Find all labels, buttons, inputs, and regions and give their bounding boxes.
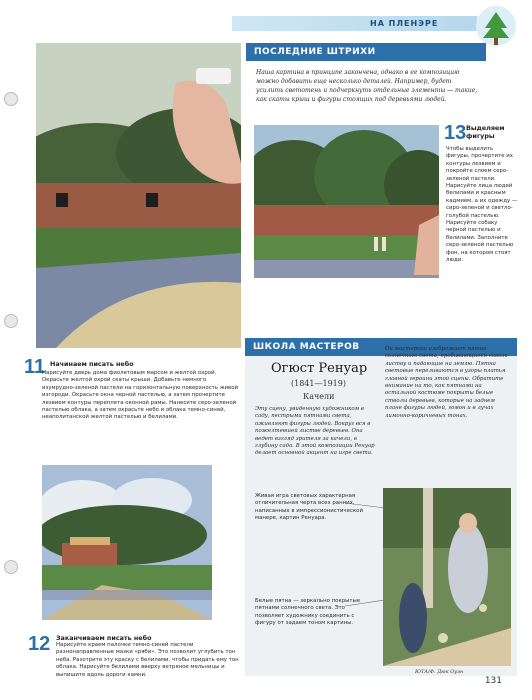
intro-paragraph: Наша картина в принципе закончена, однако в ее композицию можно добавить еще несколько деталей. Например, будет усилить светотень и подчеркнуть отдельные элементы — такие, как скаты крыш и фигуры стоящих под деревьями людей.	[256, 69, 478, 103]
step11-number: 11	[24, 356, 46, 378]
tree-logo-icon	[474, 4, 518, 48]
binder-hole	[4, 314, 18, 328]
section-title-bar: ПОСЛЕДНИЕ ШТРИХИ	[246, 43, 486, 61]
step12-title: Заканчиваем писать небо	[56, 634, 152, 642]
caption-leader-lines	[345, 488, 385, 628]
painting-step13-figures	[254, 125, 439, 278]
step12-text: Нарисуйте краем палочки темно-синей пастели разнонаправленные мазки «ряби». Это позволит углубить тон неба. Разотрите эту краску с белилами, чтобы придать ему тон облака. Нарисуйте белилами вверху ветряное мельницы и выпишите вдоль дороги камни.	[56, 642, 239, 678]
step11-title: Начинаем писать небо	[50, 360, 134, 368]
school-caption-1: Живая игра световых характерная отличительная черта всех ранних, написанных в импрессионистической манере, картин Ренуара.	[255, 493, 363, 522]
painting-step12-sky	[42, 465, 212, 620]
school-col2-text: Он мастерски изображает пятна солнечного света, пробивающиеся сквозь листву и падающие на землю. Пятна световые переливаются в узоры платья главной героини этой сцены. Обратите внимание на то, как пятнами на остальной костюме покрыты белые стволы деревьев, которые на заднем плане фигуры людей, гомон и в лучах лимонно-коричневых тонах.	[385, 346, 508, 419]
header-band	[232, 16, 477, 31]
artist-years: (1841—1919)	[291, 379, 346, 388]
binder-hole	[4, 92, 18, 106]
work-title: Качели	[303, 392, 335, 401]
step12-number: 12	[28, 633, 51, 655]
image-credit: ЮТА/Ф. Дюк Оуэн	[415, 669, 464, 675]
painting-step11-in-progress	[36, 43, 241, 348]
school-col1-text: Эту сцену, увиденную художником в саду, пестрыми пятнами света, оживляют фигуры людей. Вокруг вся в пожелтевшей листве деревьев. Она ведет взгляд зрителя за качели, в глубину сада. В этой композиции Ренуар делает основной акцент на игре света.	[255, 406, 375, 457]
school-box-title: ШКОЛА МАСТЕРОВ	[245, 338, 517, 356]
page-number: 131	[484, 676, 502, 686]
binder-hole	[4, 560, 18, 574]
step11-text: Нарисуйте дверь дома фиолетовым марсом и желтой охрой. Окрасьте желтой охрой скаты крыши. Добавьте немного изумрудно-зеленой пастели на горизонтальную поверхность живой изгороди. Окрасьте окна черной пастелью, а затем прочертите лезвием контуры переплета оконной рамы. Нанесите серо-зеленой пастелью облака, а затем окрасьте небо и облака темно-синей, неаполитанской желтой пастелью и белилами.	[42, 370, 239, 421]
step13-title: Выделяем фигуры	[466, 124, 505, 140]
renoir-swing-painting	[383, 488, 511, 666]
artist-name: Огюст Ренуар	[271, 361, 368, 376]
school-caption-2: Белые пятна — зеркально покрытые пятнами солнечного света. Это позволяет художнику соединить с фигуру от задаем тоном картины.	[255, 598, 361, 627]
section-header-label: НА ПЛЕНЭРЕ	[370, 19, 439, 28]
step13-text: Чтобы выделить фигуры, прочертите их контуры лезвием и покройте слоем серо-зеленой пастели. Нарисуйте лица людей белилами и красным кадмием, а их одежду — сиро-зеленой и светло-голубой пастелью. Нарисуйте собаку черной пастелью и белилами. Заполните серо-зеленой пастелью фон, на котором стоят люди.	[446, 146, 518, 264]
school-box	[245, 338, 517, 676]
step13-number: 13	[444, 122, 467, 144]
